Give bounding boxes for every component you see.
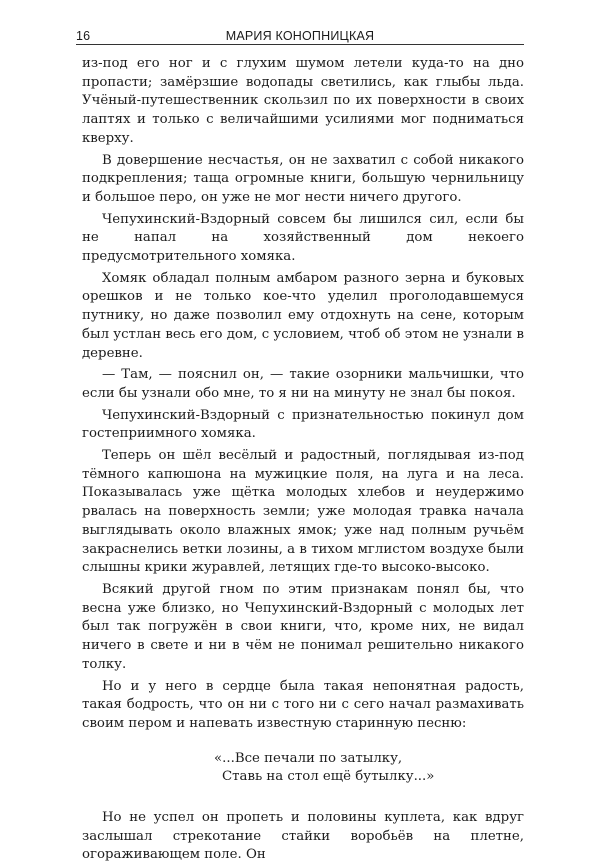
- poem-line: «...Все печали по затылку,: [214, 750, 403, 766]
- paragraph: Но и у него в сердце была такая непонятная радость, такая бодрость, что он ни с того ни с сего начал размахивать своим пером и напевать известную старинную песню:: [82, 678, 524, 731]
- poem-line: Ставь на стол ещё бутылку...»: [222, 769, 435, 785]
- paragraph: из-под его ног и с глухим шумом летели куда-то на дно пропасти; замёрзшие водопады светились, как глыбы льда. Учёный-путешественник скользил по их поверхности в своих лаптях и только с величайшими усилиями мог подниматься кверху.: [82, 56, 524, 146]
- paragraph: Теперь он шёл весёлый и радостный, поглядывая из-под тёмного капюшона на мужицкие поля, на луга и на леса. Показывалась уже щётка молодых хлебов и неудержимо рвалась на поверхность земли; уже молодая травка начала выглядывать около влажных ямок; уже над полным ручьём закраснелись ветки лозины, а в тихом мглистом воздухе были слышны крики журавлей, летящих где-то высоко-высоко.: [82, 448, 524, 576]
- running-head-author: МАРИЯ КОНОПНИЦКАЯ: [225, 29, 375, 43]
- paragraph: Хомяк обладал полным амбаром разного зерна и буковых орешков и не только кое-что уделил проголодавшемуся путнику, но даже позволил ему отдохнуть на сене, которым был устлан весь его дом, с условием, чтоб об этом не узнали в деревне.: [82, 270, 524, 361]
- paragraph: Чепухинский-Вздорный с признательностью покинул дом гостеприимного хомяка.: [82, 407, 524, 442]
- paragraph: Но не успел он пропеть и половины куплета, как вдруг заслышал стрекотание стайки воробьёв на плетне, огораживающем поле. Он: [82, 810, 524, 863]
- header-rule: [76, 44, 524, 45]
- page-number: 16: [76, 29, 91, 43]
- poem-quote: [214, 750, 524, 787]
- running-head: [76, 24, 524, 46]
- body-text: [82, 55, 524, 868]
- paragraph: В довершение несчастья, он не захватил с собой никакого подкрепления; таща огромные книги, большую чернильницу и большое перо, он уже не мог нести ничего другого.: [82, 152, 524, 205]
- paragraph: Всякий другой гном по этим признакам понял бы, что весна уже близко, но Чепухинский-Вздорный с молодых лет был так погружён в свои книги, что, кроме них, не видал ничего в свете и ни в чём не понимал решительно никакого толку.: [82, 581, 524, 672]
- paragraph: Чепухинский-Вздорный совсем бы лишился сил, если бы не напал на хозяйственный дом некоего предусмотрительного хомяка.: [82, 211, 524, 265]
- paragraph: — Там, — пояснил он, — такие озорники мальчишки, что если бы узнали обо мне, то я ни на минуту не знал бы покоя.: [82, 367, 524, 401]
